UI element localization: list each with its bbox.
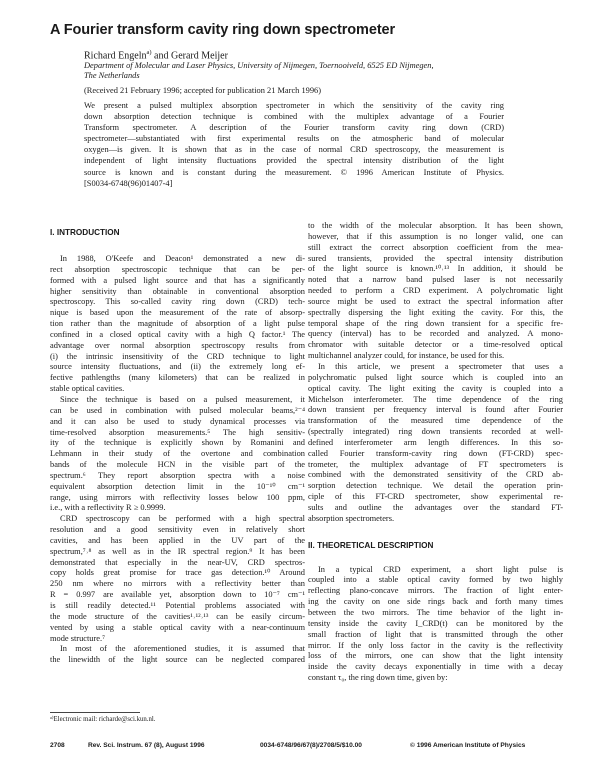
text-line: formed with a pulsed light source and that has a significantly	[50, 275, 305, 285]
text-line: In 1988, O'Keefe and Deacon¹ demonstrated a new di-	[60, 254, 305, 263]
text-line: defined interferometer arm length differences. In this so-	[308, 437, 563, 447]
text-line: mirror. If the only loss factor in the cavity is the reflectivity	[308, 640, 563, 650]
abstract-line: independent of light intensity fluctuations provided the spectral intensity distribution of the light	[84, 156, 504, 166]
text-line: spectrally dispersing the light exiting the cavity. For this, the	[308, 307, 563, 317]
abstract-line: We present a pulsed multiplex absorption spectrometer in which the sensitivity of the cavity ring	[84, 101, 504, 110]
paragraph	[308, 565, 563, 684]
text-line: confined in a closed optical cavity with a high Q factor.¹ The	[50, 329, 305, 339]
text-line: optical cavity. The light exiting the cavity is coupled into a	[308, 383, 563, 393]
journal-citation: Rev. Sci. Instrum. 67 (8), August 1996	[88, 742, 205, 749]
text-line: source might be used to extract the spectral information after	[308, 296, 563, 306]
affiliation	[84, 61, 504, 81]
paragraph	[50, 395, 305, 514]
footnote-email: ᵃ⁾Electronic mail: richarde@sci.kun.nl.	[50, 716, 156, 723]
text-line: rect absorption spectroscopic technique that can be per-	[50, 264, 305, 274]
copyright: © 1996 American Institute of Physics	[410, 742, 526, 749]
author-name: Richard Engeln	[84, 50, 147, 62]
text-line: absorption spectrometers.	[308, 513, 395, 523]
paragraph	[308, 362, 563, 525]
text-line: source intensity fluctuations, and (ii) the extremely long ef-	[50, 362, 305, 372]
text-line: noted that a narrow band pulsed laser is not necessarily	[308, 275, 563, 285]
text-line: trometer, the multiplex advantage of FT spectrometers is	[308, 459, 563, 469]
abstract-line: source is known and is constant during the measurement. © 1996 American Institute of Physics.	[84, 167, 504, 177]
paragraph	[308, 221, 563, 362]
affiliation-line: Department of Molecular and Laser Physics, University of Nijmegen, Toernooiveld, 6525 ED Nijmegen,	[84, 61, 434, 70]
text-line: multichannel analyzer could, for instance, be used for this.	[308, 351, 505, 361]
text-line: R = 0.997 are available yet, absorption down to 10⁻⁷ cm⁻¹	[50, 590, 305, 600]
text-line: to the width of the molecular absorption. It has been shown,	[308, 221, 563, 230]
text-line: coupled into a stable optical cavity formed by two highly	[308, 575, 563, 585]
text-line: and it can also be used to study dynamical processes via	[50, 416, 305, 426]
text-line: temporal shape of the ring down transient for a specific fre-	[308, 318, 563, 328]
text-line: can be used in combination with pulsed molecular beams,²⁻⁴	[50, 405, 305, 415]
text-line: of the light source is known.¹⁰˒¹³ In addition, it should be	[308, 264, 563, 274]
text-line: resolution and a good sensitivity even in relatively short	[50, 525, 305, 535]
text-line: transformation of the measured time dependence of the	[308, 416, 563, 426]
text-line: ciple of this FT-CRD spectrometer, show experimental re-	[308, 492, 563, 502]
page-number: 2708	[50, 742, 65, 749]
abstract-line: Transform spectrometer. A description of the Fourier transform cavity ring down (CRD)	[84, 123, 504, 133]
section-heading-theory: II. THEORETICAL DESCRIPTION	[308, 540, 434, 550]
text-line: copy holds great promise for trace gas detection.¹⁰ Around	[50, 568, 305, 578]
received-dates: (Received 21 February 1996; accepted for publication 21 March 1996)	[84, 86, 321, 95]
text-line: advantage over normal absorption spectroscopy results from	[50, 340, 305, 350]
text-line: needed to perform a CRD experiment. A polychromatic light	[308, 286, 563, 296]
author-footnote-mark: a)	[146, 49, 152, 56]
text-line: tion rather than the magnitude of absorption of a light pulse	[50, 319, 305, 329]
author-line	[84, 49, 228, 61]
paragraph	[50, 514, 305, 644]
text-line: combined with the demonstrated sensitivity of the CRD ab-	[308, 470, 563, 480]
text-line: equivalent absorption detection limit in the 10⁻¹⁰ cm⁻¹	[50, 481, 305, 491]
text-line: nique is based upon the measurement of the rate of absorp-	[50, 308, 305, 318]
text-line: reflecting plano-concave mirrors. The fraction of light enter-	[308, 586, 563, 596]
text-line: fective pathlengths (many kilometers) that can be realized in	[50, 373, 305, 383]
text-line: cavities, and has been applied in the UV part of the	[50, 535, 305, 545]
abstract-line: down absorption detection technique is combined with the multiplex advantage of a Fourier	[84, 112, 504, 122]
text-line: (spectrally integrated) ring down transients recorded at well-	[308, 427, 563, 437]
left-column	[50, 228, 305, 666]
text-line: ing the cavity on one side rings back and forth many times	[308, 597, 563, 607]
text-line: sured transients, provided the spectral intensity distribution	[308, 253, 563, 263]
text-line: (i) the intrinsic insensitivity of the CRD technique to light	[50, 351, 305, 361]
text-line: the linewidth of the light source can be neglected compared	[50, 655, 305, 665]
paper-title: A Fourier transform cavity ring down spectrometer	[50, 22, 396, 38]
text-line: CRD spectroscopy can be performed with a high spectral	[60, 514, 305, 524]
text-line: In most of the aforementioned studies, it is assumed that	[60, 644, 305, 654]
text-line: ity of the technique is explicitly shown by Romanini and	[50, 438, 305, 448]
article-code: 0034-6748/96/67(8)/2708/5/$10.00	[260, 742, 362, 749]
text-line: higher sensitivity than obtainable in conventional absorption	[50, 286, 305, 296]
text-line: small fraction of light that is transmitted through the other	[308, 629, 563, 639]
text-line: however, that if this assumption is no longer valid, one can	[308, 231, 563, 241]
text-line: In this article, we present a spectrometer that uses a	[318, 361, 563, 371]
abstract-line: oxygen—is given. It is shown that as in the case of normal CRD spectroscopy, the measurement is	[84, 145, 504, 155]
affiliation-line: The Netherlands	[84, 71, 140, 80]
coauthor-name: and Gerard Meijer	[151, 50, 228, 62]
text-line: demonstrated that especially in the near-UV, CRD spectros-	[50, 557, 305, 567]
text-line: In a typical CRD experiment, a short light pulse is	[318, 564, 563, 574]
text-line: time-resolved absorption measurements.⁵ The high sensitiv-	[50, 427, 305, 437]
right-column	[308, 221, 563, 684]
text-line: mode structure.⁷	[50, 633, 106, 643]
text-line: down transient per frequency interval is found after Fourier	[308, 405, 563, 415]
footnote-divider	[50, 712, 140, 713]
text-line: constant τ₀, the ring down time, given by:	[308, 673, 448, 683]
text-line: inside the cavity decays exponentially in time with a decay	[308, 662, 563, 672]
text-line: between the two mirrors. The time behavior of the light in-	[308, 608, 563, 617]
abstract	[84, 100, 504, 189]
text-line: sults and outline the advantages over the standard FT-	[308, 502, 563, 512]
paragraph	[50, 254, 305, 395]
text-line: 250 nm where no mirrors with a reflectivity better than	[50, 579, 305, 589]
text-line: is still readily detected.¹¹ Potential problems associated with	[50, 601, 305, 610]
text-line: stable optical cavities.	[50, 384, 125, 394]
text-line: tensity inside the cavity I_CRD(t) can be monitored by the	[308, 618, 563, 628]
text-line: polychromatic pulsed light source which is coupled into an	[308, 372, 563, 382]
text-line: Since the technique is based on a pulsed measurement, it	[60, 394, 305, 404]
abstract-line: spectrometer—substantiated with first experimental results on the atmospheric band of molecular	[84, 134, 504, 144]
abstract-line: [S0034-6748(96)01407-4]	[84, 178, 173, 188]
paragraph	[50, 644, 305, 666]
section-heading-introduction: I. INTRODUCTION	[50, 228, 120, 237]
text-line: sorption detection technique. We detail the operation prin-	[308, 481, 563, 491]
text-line: spectroscopy. This so-called cavity ring down (CRD) tech-	[50, 297, 305, 307]
text-line: bands of the molecule HCN in the visible part of the	[50, 460, 305, 470]
text-line: the mode structure of the cavities¹˒¹²˒¹³ can be easily circum-	[50, 611, 305, 621]
text-line: Lehmann in their study of the overtone and combination	[50, 449, 305, 459]
text-line: range, using mirrors with reflectivity losses below 100 ppm,	[50, 492, 305, 502]
text-line: spectrum.⁶ They report absorption spectra with a noise	[50, 470, 305, 480]
text-line: spectrum,⁷˒⁸ as well as in the IR spectral region.⁹ It has been	[50, 546, 305, 556]
text-line: i.e., with a reflectivity R ≥ 0.9999.	[50, 503, 166, 513]
text-line: still extract the correct absorption coefficient from the mea-	[308, 242, 563, 252]
text-line: Michelson interferometer. The time dependence of the ring	[308, 394, 563, 404]
text-line: loss of the mirrors, one can show that the light intensity	[308, 651, 563, 661]
text-line: quency (interval) has to be recorded and analyzed. A mono-	[308, 329, 563, 339]
text-line: vented by using a stable optical cavity with a near-continuum	[50, 622, 305, 632]
text-line: called Fourier transform-cavity ring down (FT-CRD) spec-	[308, 448, 563, 458]
text-line: chromator with suitable detector or a time-resolved optical	[308, 340, 563, 350]
